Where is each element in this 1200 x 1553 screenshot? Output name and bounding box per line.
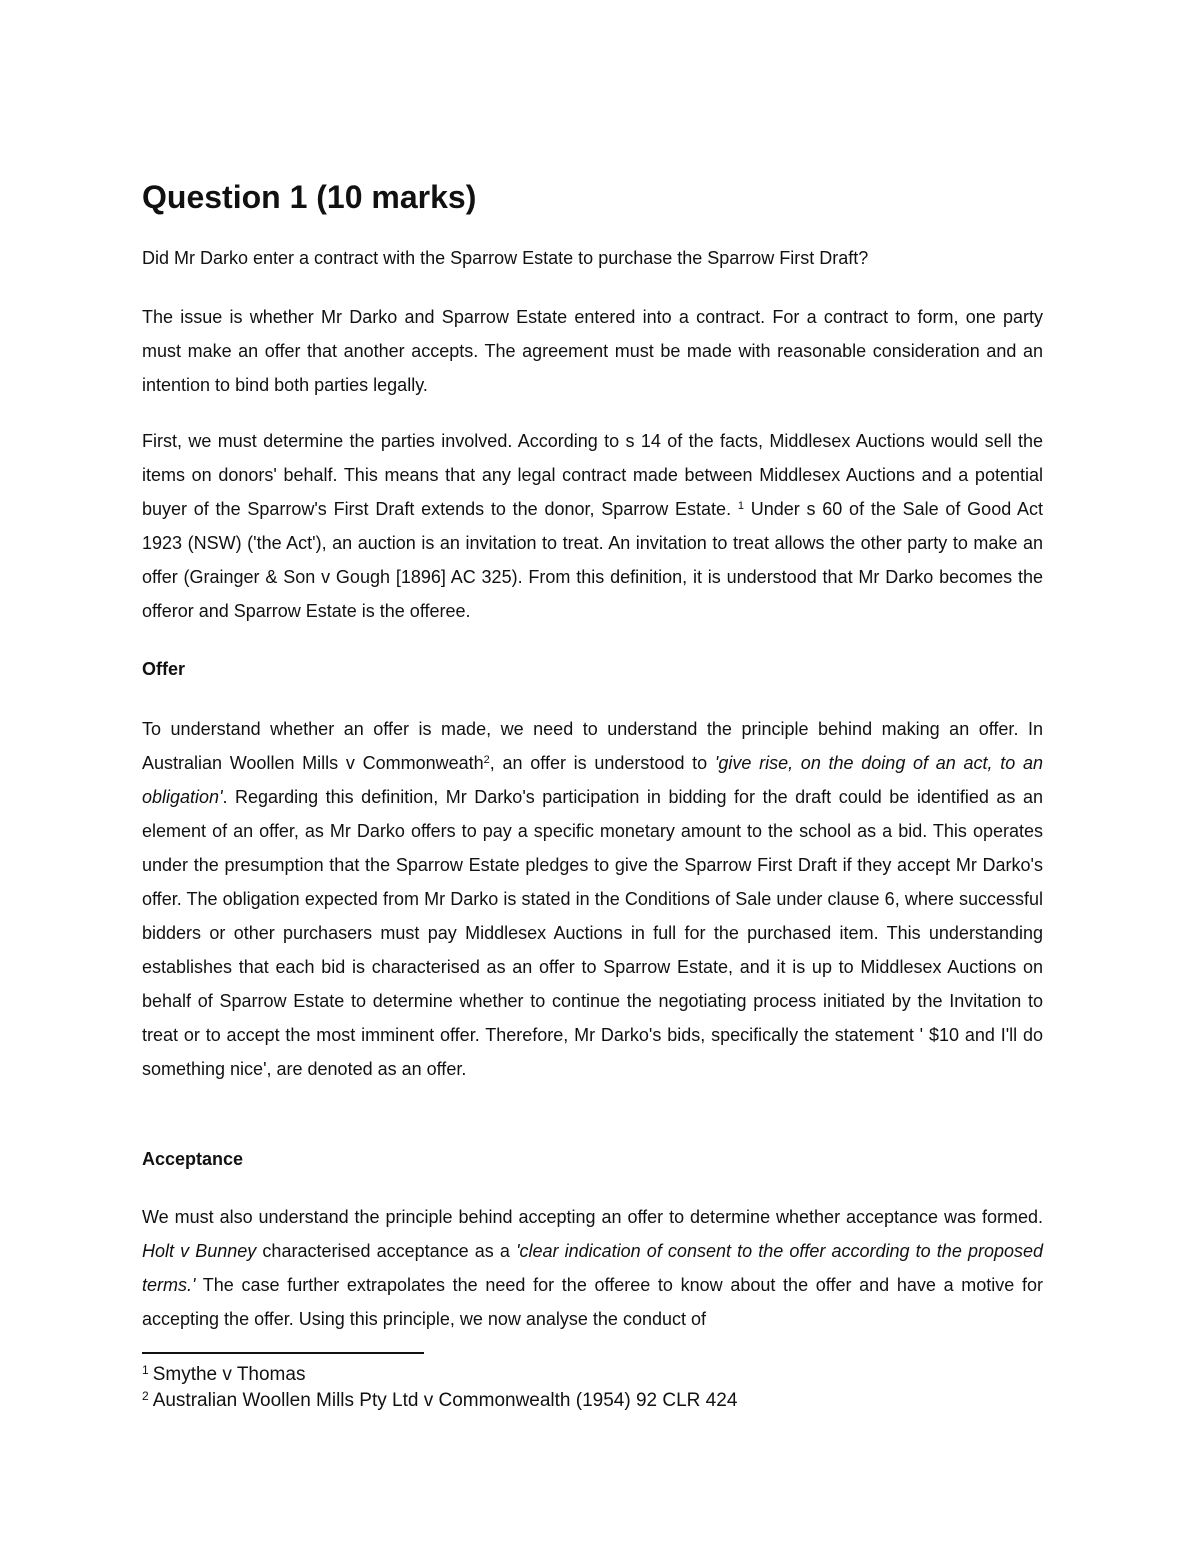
acceptance-text-part1: We must also understand the principle behind accepting an offer to determine whether acceptance was formed. xyxy=(142,1207,1043,1227)
footnote-2-text: Australian Woollen Mills Pty Ltd v Commonwealth (1954) 92 CLR 424 xyxy=(152,1390,738,1411)
acceptance-case-name: Holt v Bunney xyxy=(142,1241,257,1261)
acceptance-text-part2: characterised acceptance as a xyxy=(256,1241,517,1261)
parties-paragraph xyxy=(142,424,1043,628)
footnote-ref-1: 1 xyxy=(737,500,744,512)
question-text: Did Mr Darko enter a contract with the Sparrow Estate to purchase the Sparrow First Draft? xyxy=(142,248,869,268)
footnote-1 xyxy=(142,1362,305,1388)
footnote-2-number: 2 xyxy=(142,1389,149,1403)
acceptance-quote: 'clear indication of consent to the offer according to the proposed terms.' xyxy=(142,1241,1044,1295)
footnote-1-number: 1 xyxy=(142,1363,149,1377)
acceptance-text-part3: The case further extrapolates the need for the offeree to know about the offer and have a motive for accepting the offer. Using this principle, we now analyse the conduct of xyxy=(142,1275,1043,1329)
parties-text-part1: First, we must determine the parties involved. According to s 14 of the facts, Middlesex Auctions would sell the items on donors' behalf. This means that any legal contract made between Middlesex Auctions and a potential buyer of the Sparrow's First Draft extends to the donor, Sparrow Estate. xyxy=(142,431,1043,519)
footnote-1-text: Smythe v Thomas xyxy=(152,1364,306,1385)
acceptance-paragraph xyxy=(142,1200,1043,1336)
offer-text-part3: . Regarding this definition, Mr Darko's participation in bidding for the draft could be identified as an element of an offer, as Mr Darko offers to pay a specific monetary amount to the school as a bid. This operates under the presumption that the Sparrow Estate pledges to give the Sparrow First Draft if they accept Mr Darko's offer. The obligation expected from Mr Darko is stated in the Conditions of Sale under clause 6, where successful bidders or other purchasers must pay Middlesex Auctions in full for the purchased item. This understanding establishes that each bid is characterised as an offer to Sparrow Estate, and it is up to Middlesex Auctions on behalf of Sparrow Estate to determine whether to continue the negotiating process initiated by the Invitation to treat or to accept the most imminent offer. Therefore, Mr Darko's bids, specifically the statement ' $10 and I'll do something nice', are denoted as an offer. xyxy=(142,787,1043,1079)
offer-quote: 'give rise, on the doing of an act, to an obligation' xyxy=(142,753,1043,807)
page-title: Question 1 (10 marks) xyxy=(142,179,477,215)
offer-text-part1: To understand whether an offer is made, we need to understand the principle behind making an offer. In Australian Woollen Mills v Commonweath xyxy=(142,719,1043,773)
offer-heading: Offer xyxy=(142,659,186,679)
footnote-separator xyxy=(142,1352,424,1354)
footnote-2 xyxy=(142,1388,737,1414)
offer-paragraph xyxy=(142,712,1043,1086)
offer-text-part2: , an offer is understood to xyxy=(489,753,715,773)
issue-paragraph: The issue is whether Mr Darko and Sparrow Estate entered into a contract. For a contract to form, one party must make an offer that another accepts. The agreement must be made with reasonable consideration and an intention to bind both parties legally. xyxy=(142,307,1043,395)
parties-text-part2: Under s 60 of the Sale of Good Act 1923 (NSW) ('the Act'), an auction is an invitation to treat. An invitation to treat allows the other party to make an offer (Grainger & Son v Gough [1896] AC 325). From this definition, it is understood that Mr Darko becomes the offeror and Sparrow Estate is the offeree. xyxy=(142,499,1043,621)
acceptance-heading: Acceptance xyxy=(142,1149,244,1169)
footnote-ref-2: 2 xyxy=(483,754,490,766)
